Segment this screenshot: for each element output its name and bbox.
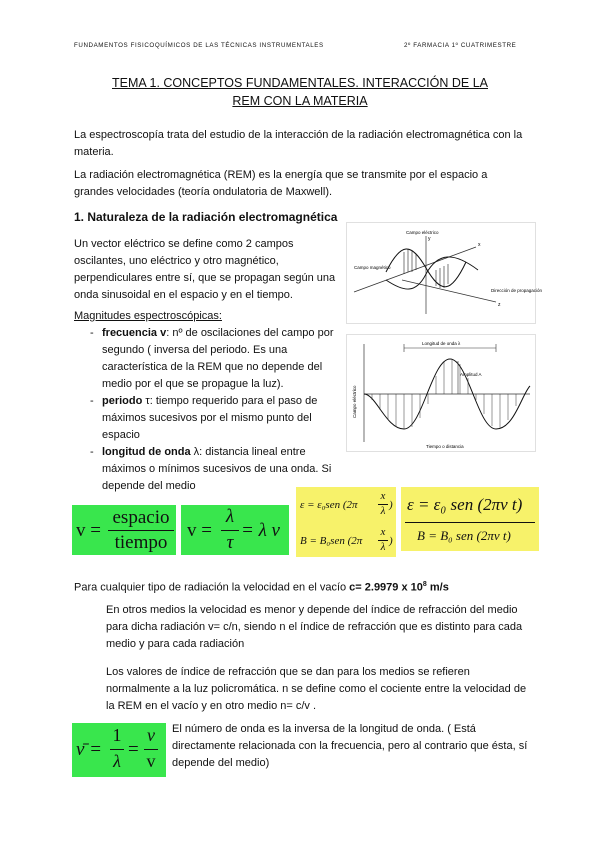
title-line-1: TEMA 1. CONCEPTOS FUNDAMENTALES. INTERACCIÓN DE LA — [112, 76, 488, 90]
intro-paragraph-2: La radiación electromagnética (REM) es la energía que se transmite por el espacio a grandes velocidades (teoría ondulatoria de Maxwell). — [74, 169, 488, 198]
f3-denominator: λ — [380, 505, 386, 517]
magnitudes-list — [74, 325, 344, 495]
wavenumber-paragraph: El número de onda es la inversa de la longitud de onda. ( Está directamente relacionada con la frecuencia, pero al contrario que ésta, sí depende del medio) — [172, 723, 528, 769]
f5-fraction-bar-2 — [144, 749, 158, 750]
page-title — [0, 74, 600, 110]
f4-separator — [405, 522, 535, 523]
f2-fraction-bar — [221, 530, 239, 531]
header-right: 2º FARMACIA 1º CUATRIMESTRE — [404, 42, 517, 49]
list-dash: - — [90, 446, 94, 458]
label-axis-x: x — [478, 242, 481, 248]
speed-exponent: 8 — [422, 581, 427, 588]
figure-frame — [347, 335, 536, 452]
term-frecuencia: frecuencia — [102, 327, 158, 339]
label-y-axis: Campo eléctrico — [352, 385, 357, 418]
f3-numerator: x — [380, 490, 386, 502]
header-left: FUNDAMENTOS FISICOQUÍMICOS DE LAS TÉCNICAS INSTRUMENTALES — [74, 42, 324, 49]
f2-rhs: = λ ν — [241, 520, 280, 541]
f5-fraction-bar-1 — [110, 749, 124, 750]
term-periodo: periodo — [102, 395, 143, 407]
f5-numerator-1: 1 — [112, 725, 122, 745]
formula-wave-space — [296, 487, 396, 557]
symbol-periodo: τ — [145, 395, 150, 407]
media-paragraph-1: En otros medios la velocidad es menor y depende del índice de refracción del medio para dicha radiación v= c/n, siendo n el índice de refracción que es distinto para cada medio y para cada radiación — [106, 604, 523, 650]
speed-of-light — [74, 576, 544, 597]
speed-prefix: Para cualquier tipo de radiación la velocidad en el vacío — [74, 581, 350, 594]
f3-magnetic: B = B₀sen (2π — [300, 535, 363, 547]
label-axis-z: z — [498, 302, 501, 308]
f2-numerator: λ — [225, 506, 235, 527]
f3b-denominator: λ — [380, 541, 386, 553]
f4-electric: ε = ε₀ sen (2πν t) — [407, 495, 523, 514]
text-frecuencia: : nº de oscilaciones del campo por segundo ( inversa del periodo. Es una característica de la REM que no depende del medio por el que se propague la luz). — [102, 327, 334, 390]
f2-lhs: v = — [187, 520, 212, 541]
f5-numerator-2: ν — [147, 725, 155, 745]
f3b-close-paren: ) — [389, 535, 393, 547]
f5-equals: = — [128, 739, 139, 760]
f1-fraction-bar — [108, 530, 174, 531]
list-item-frecuencia — [74, 325, 344, 393]
f1-numerator: espacio — [112, 507, 170, 528]
formula-speed-space-time — [72, 505, 176, 555]
f4-magnetic: B = B₀ sen (2πν t) — [417, 528, 511, 543]
text-periodo: : tiempo requerido para el paso de máximos sucesivos por el mismo punto del espacio — [102, 395, 318, 441]
f1-denominator: tiempo — [114, 532, 168, 553]
em-wave-figure — [346, 222, 543, 324]
formula-speed-wavelength — [181, 505, 289, 555]
media-paragraph-2: Los valores de índice de refracción que se dan para los medios se refieren normalmente a la luz policromática. n se define como el cociente entre la velocidad de la REM en el vacío y en otro medio n= c/v . — [106, 666, 527, 712]
section-heading: 1. Naturaleza de la radiación electromagnética — [74, 210, 338, 224]
f5-denominator-1: λ — [113, 751, 121, 771]
label-wavelength: Longitud de onda λ — [422, 341, 461, 346]
f3b-numerator: x — [380, 526, 386, 538]
f5-denominator-2: v — [146, 751, 156, 771]
formula-wave-time — [401, 487, 539, 551]
figure-frame — [347, 223, 536, 324]
title-line-2: REM CON LA MATERIA — [232, 94, 368, 108]
speed-unit: m/s — [426, 581, 449, 594]
magnitudes-heading: Magnitudes espectroscópicas: — [74, 310, 222, 322]
formula-wavenumber — [72, 723, 166, 777]
list-dash: - — [90, 327, 94, 339]
f3-close-paren: ) — [389, 499, 393, 511]
label-propagation: Dirección de propagación — [491, 288, 543, 293]
f3-electric: ε = ε₀sen (2π — [300, 499, 358, 511]
section-paragraph: Un vector eléctrico se define como 2 campos oscilantes, uno eléctrico y otro magnético, perpendiculares entre sí, que se propagan según una onda sinusoidal en el espacio y en el tiempo. — [74, 238, 336, 301]
sine-wave-figure — [346, 334, 536, 452]
f5-lhs: ν̄ = — [76, 739, 103, 760]
f1-lhs: v = — [76, 520, 101, 541]
symbol-frecuencia: v — [160, 327, 167, 339]
label-electric-field: Campo eléctrico — [406, 230, 439, 235]
list-item-periodo — [74, 393, 344, 444]
label-magnetic-field: Campo magnético — [354, 265, 391, 270]
magnitudes-block — [74, 308, 344, 495]
term-longitud: longitud de onda — [102, 446, 191, 458]
speed-value: c= 2.9979 x 10 — [349, 581, 423, 594]
label-amplitude: Amplitud A — [460, 372, 482, 377]
label-x-axis: Tiempo o distancia — [426, 444, 464, 449]
label-axis-y: y — [428, 236, 431, 242]
symbol-longitud: λ — [193, 446, 200, 458]
list-dash: - — [90, 395, 94, 407]
text-longitud: : distancia lineal entre máximos o mínimos sucesivos de una onda. Si depende del medio — [102, 446, 332, 492]
intro-paragraph-1: La espectroscopía trata del estudio de la interacción de la radiación electromagnética con la materia. — [74, 129, 523, 158]
f2-denominator: τ — [226, 532, 234, 553]
